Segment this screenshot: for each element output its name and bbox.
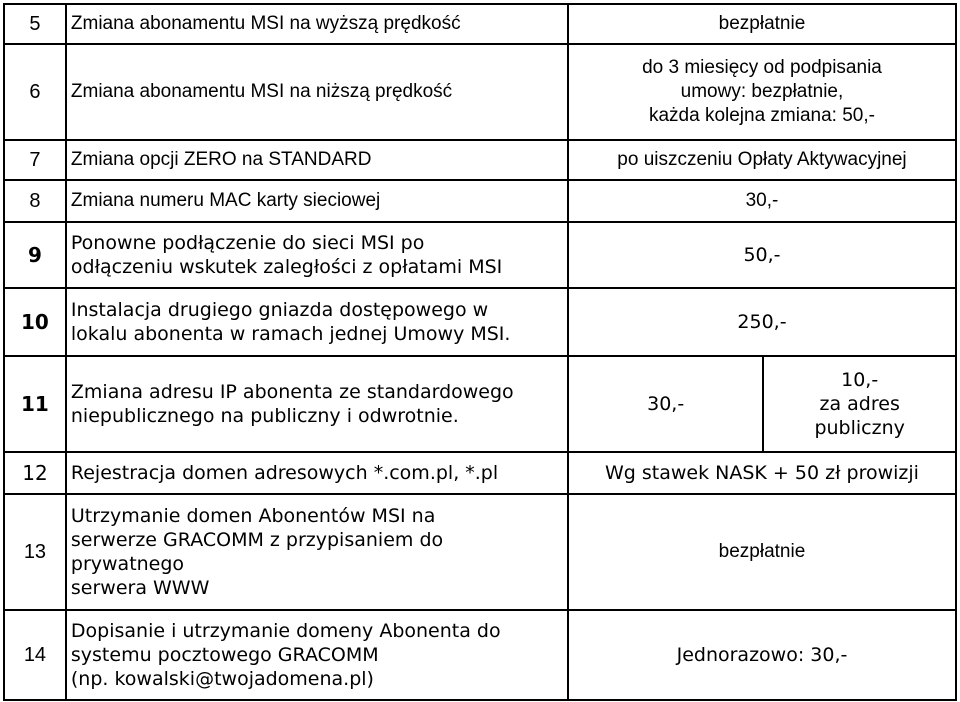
description-line: niepublicznego na publiczny i odwrotnie. [70, 405, 459, 427]
table-row [4, 140, 956, 180]
table-row [4, 4, 956, 44]
fee-table [3, 3, 957, 701]
table-row [4, 288, 956, 356]
row-number: 9 [4, 222, 66, 288]
row-number: 6 [4, 44, 66, 140]
price-line: 10,- [841, 369, 879, 391]
table-row [4, 494, 956, 610]
row-price: Jednorazowo: 30,- [568, 610, 956, 700]
description-line: systemu pocztowego GRACOMM [70, 644, 379, 666]
row-number: 11 [4, 356, 66, 452]
row-description: Rejestracja domen adresowych *.com.pl, *.pl [66, 452, 568, 494]
table-row [4, 610, 956, 700]
row-price: 250,- [568, 288, 956, 356]
row-description [66, 610, 568, 700]
description-line: Ponowne podłączenie do sieci MSI po [70, 232, 425, 254]
row-price-a: 30,- [568, 356, 763, 452]
row-price: 30,- [568, 180, 956, 222]
row-number: 7 [4, 140, 66, 180]
price-line: za adres [819, 393, 900, 415]
row-number: 14 [4, 610, 66, 700]
row-price [568, 44, 956, 140]
table-row [4, 222, 956, 288]
table-row [4, 356, 956, 452]
table-row [4, 44, 956, 140]
row-description [66, 288, 568, 356]
row-number: 12 [4, 452, 66, 494]
table-row [4, 452, 956, 494]
row-price: bezpłatnie [568, 4, 956, 44]
description-line: serwera WWW [70, 577, 210, 599]
description-line: serwerze GRACOMM z przypisaniem do [70, 529, 444, 551]
description-line: Dopisanie i utrzymanie domeny Abonenta do [70, 620, 501, 642]
row-price-b [763, 356, 956, 452]
row-number: 13 [4, 494, 66, 610]
row-description [66, 356, 568, 452]
price-line: umowy: bezpłatnie, [680, 81, 844, 102]
row-price: bezpłatnie [568, 494, 956, 610]
row-number: 5 [4, 4, 66, 44]
price-line: publiczny [814, 417, 905, 439]
row-description: Zmiana abonamentu MSI na wyższą prędkość [66, 4, 568, 44]
row-description: Zmiana opcji ZERO na STANDARD [66, 140, 568, 180]
row-price: 50,- [568, 222, 956, 288]
price-line: do 3 miesięcy od podpisania [642, 57, 882, 78]
row-description: Zmiana abonamentu MSI na niższą prędkość [66, 44, 568, 140]
description-line: Zmiana adresu IP abonenta ze standardowego [70, 381, 514, 403]
row-number: 8 [4, 180, 66, 222]
description-line: odłączeniu wskutek zaległości z opłatami MSI [70, 256, 503, 278]
description-line: (np. kowalski@twojadomena.pl) [70, 668, 374, 690]
row-description: Zmiana numeru MAC karty sieciowej [66, 180, 568, 222]
description-line: Utrzymanie domen Abonentów MSI na [70, 505, 436, 527]
row-price: po uiszczeniu Opłaty Aktywacyjnej [568, 140, 956, 180]
description-line: prywatnego [70, 553, 185, 575]
price-line: każda kolejna zmiana: 50,- [648, 105, 875, 126]
row-price: Wg stawek NASK + 50 zł prowizji [568, 452, 956, 494]
description-line: Instalacja drugiego gniazda dostępowego w [70, 299, 489, 321]
row-description [66, 494, 568, 610]
row-number: 10 [4, 288, 66, 356]
description-line: lokalu abonenta w ramach jednej Umowy MSI. [70, 323, 511, 345]
row-description [66, 222, 568, 288]
table-row [4, 180, 956, 222]
